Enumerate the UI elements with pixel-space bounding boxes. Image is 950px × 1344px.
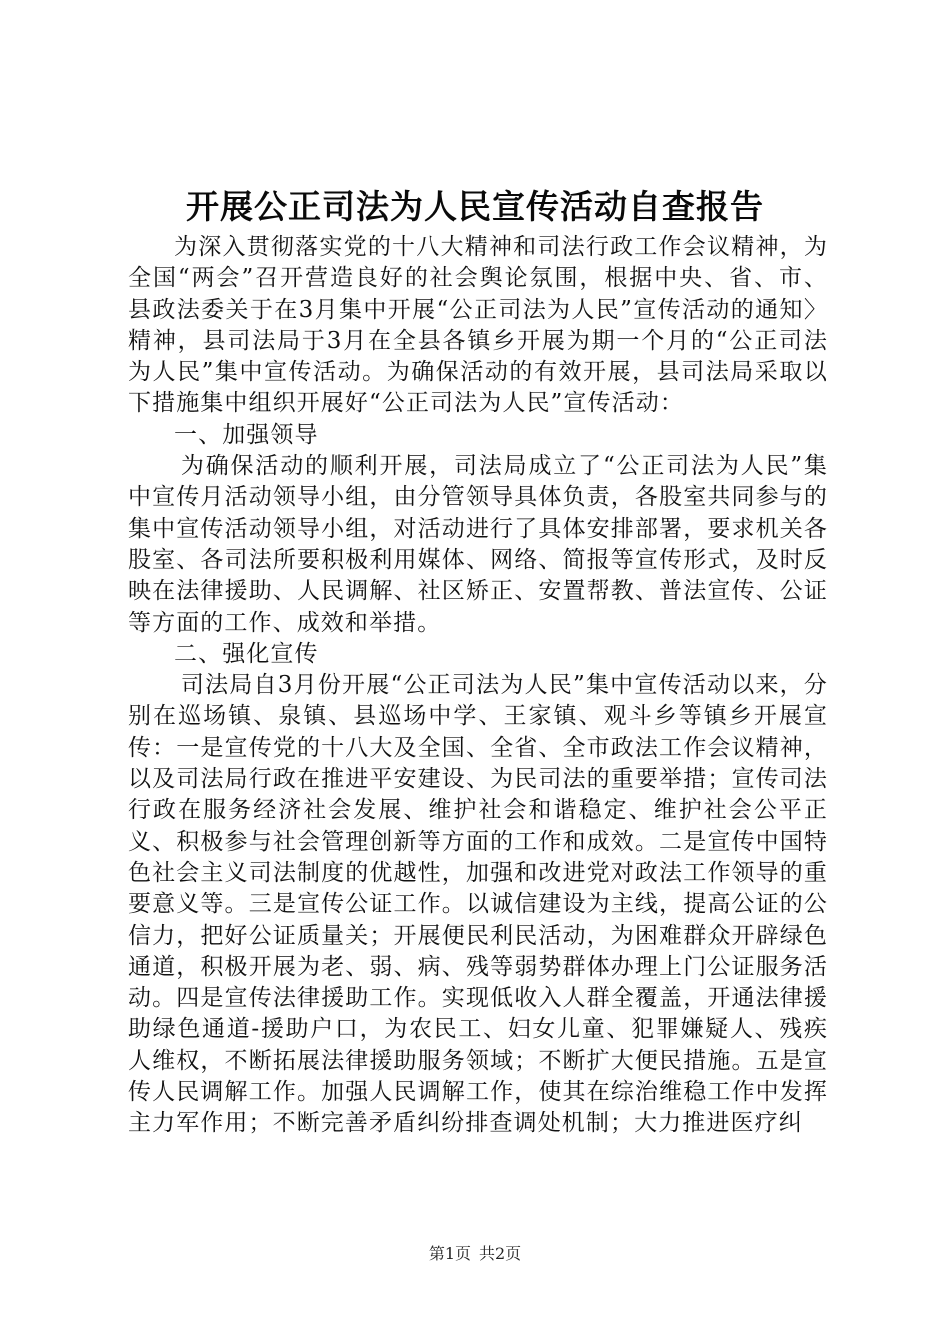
page-number: 第1页 (428, 1244, 471, 1263)
section-heading-1: 一、加强领导 (174, 421, 319, 448)
page-footer (0, 1244, 950, 1264)
section-1-paragraph: 为确保活动的顺利开展，司法局成立了“公正司法为人民”集中宣传月活动领导小组，由分管领导具体负责，各股室共同参与的集中宣传活动领导小组，对活动进行了具体安排部署，要求机关各股室、各司法所要积极利用媒体、网络、简报等宣传形式，及时反映在法律援助、人民调解、社区矫正、安置帮教、普法宣传、公证等方面的工作、成效和举措。 (128, 453, 828, 636)
page-total: 共2页 (479, 1244, 522, 1263)
section-heading-2: 二、强化宣传 (174, 640, 319, 667)
document-title: 开展公正司法为人民宣传活动自查报告 (186, 187, 764, 226)
intro-paragraph: 为深入贯彻落实党的十八大精神和司法行政工作会议精神，为全国“两会”召开营造良好的社会舆论氛围，根据中央、省、市、县政法委关于在3月集中开展“公正司法为人民”宣传活动的通知〉精神，县司法局于3月在全县各镇乡开展为期一个月的“公正司法为人民”集中宣传活动。为确保活动的有效开展，县司法局采取以下措施集中组织开展好“公正司法为人民”宣传活动： (128, 234, 828, 417)
section-2-paragraph: 司法局自3月份开展“公正司法为人民”集中宣传活动以来，分别在巡场镇、泉镇、县巡场中学、王家镇、观斗乡等镇乡开展宣传：一是宣传党的十八大及全国、全省、全市政法工作会议精神，以及司法局行政在推进平安建设、为民司法的重要举措；宣传司法行政在服务经济社会发展、维护社会和谐稳定、维护社会公平正义、积极参与社会管理创新等方面的工作和成效。二是宣传中国特色社会主义司法制度的优越性，加强和改进党对政法工作领导的重要意义等。三是宣传公证工作。以诚信建设为主线，提高公证的公信力，把好公证质量关；开展便民利民活动，为困难群众开辟绿色通道，积极开展为老、弱、病、残等弱势群体办理上门公证服务活动。四是宣传法律援助工作。实现低收入人群全覆盖，开通法律援助绿色通道-援助户口，为农民工、妇女儿童、犯罪嫌疑人、残疾人维权，不断拓展法律援助服务领域；不断扩大便民措施。五是宣传人民调解工作。加强人民调解工作，使其在综治维稳工作中发挥主力军作用；不断完善矛盾纠纷排查调处机制；大力推进医疗纠 (128, 672, 828, 1137)
document-body (128, 232, 828, 1140)
